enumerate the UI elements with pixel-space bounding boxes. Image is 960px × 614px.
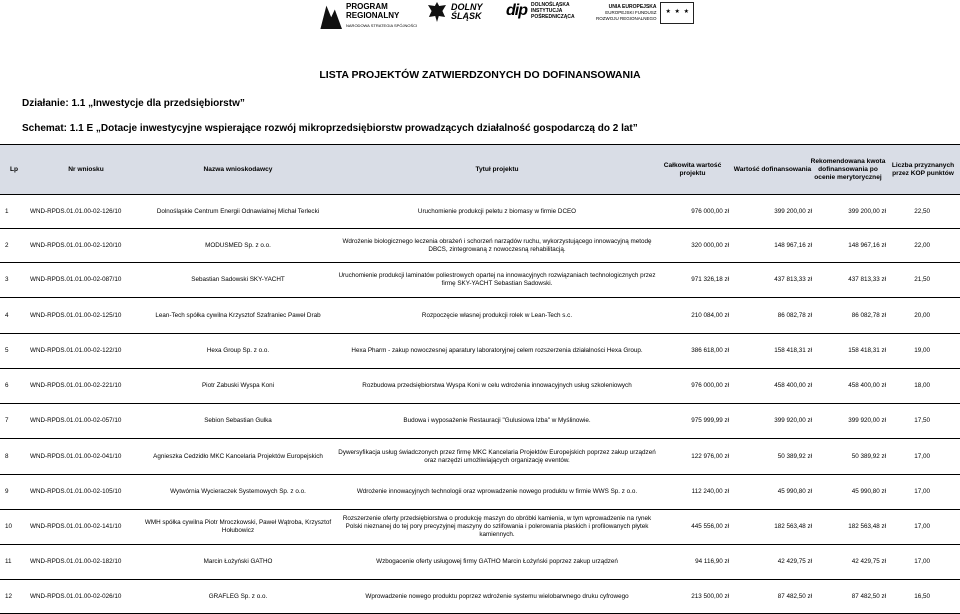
cell-nr: WND-RPDS.01.01.00-02-041/10	[30, 452, 122, 460]
table-row	[0, 439, 960, 475]
cell-kop: 21,50	[914, 276, 930, 283]
page-title: LISTA PROJEKTÓW ZATWIERDZONYCH DO DOFINANSOWANIA	[319, 69, 641, 81]
cell-nr: WND-RPDS.01.01.00-02-120/10	[30, 241, 122, 249]
cell-name: WMH spółka cywilna Piotr Mroczkowski, Paweł Wątroba, Krzysztof Hołubowicz	[144, 519, 332, 534]
eu-flag-icon	[660, 2, 694, 24]
cell-total: 386 618,00 zł	[691, 347, 729, 354]
logo-text: EUROPEJSKI FUNDUSZ	[605, 10, 657, 16]
header-title: Tytuł projektu	[475, 165, 519, 173]
cell-title: Wzbogacenie oferty usługowej firmy GATHO Marcin Łożyński poprzez zakup urządzeń	[376, 558, 618, 565]
cell-recommended: 158 418,31 zł	[848, 347, 886, 354]
cell-funding: 42 429,75 zł	[777, 558, 812, 565]
program-regionalny-logo	[318, 2, 417, 30]
cell-kop: 22,50	[914, 207, 930, 215]
logos-strip	[0, 0, 960, 34]
program-regionalny-mark-icon	[318, 3, 342, 29]
table-row	[0, 195, 960, 229]
logo-text: NARODOWA STRATEGIA SPÓJNOŚCI	[346, 23, 418, 28]
cell-total: 320 000,00 zł	[691, 241, 729, 249]
cell-title: Wprowadzenie nowego produktu poprzez wdrożenie systemu wielobarwnego druku cyfrowego	[365, 592, 629, 600]
cell-name: Sebion Sebastian Gulka	[204, 417, 272, 424]
cell-nr: WND-RPDS.01.01.00-02-057/10	[30, 417, 122, 424]
cell-nr: WND-RPDS.01.01.00-02-125/10	[30, 311, 122, 319]
cell-total: 94 116,90 zł	[695, 558, 729, 565]
cell-nr: WND-RPDS.01.01.00-02-141/10	[30, 523, 122, 530]
logo-text: DOLNOŚLĄSKA	[531, 2, 570, 8]
cell-lp: 2	[5, 241, 9, 249]
cell-lp: 1	[5, 207, 9, 215]
cell-recommended: 87 482,50 zł	[851, 592, 886, 600]
action-heading: Działanie: 1.1 „Inwestycje dla przedsiębiorstw”	[22, 98, 245, 109]
table-row	[0, 229, 960, 263]
logo-text: ROZWOJU REGIONALNEGO	[596, 15, 657, 21]
cell-title: Rozpoczęcie własnej produkcji rolek w Lean-Tech s.c.	[421, 311, 573, 319]
cell-funding: 158 418,31 zł	[774, 347, 812, 354]
cell-funding: 87 482,50 zł	[777, 592, 812, 600]
logo-text: POŚREDNICZĄCA	[531, 14, 575, 20]
cell-title: Dywersyfikacja usług świadczonych przez firmę MKC Kancelaria Projektów Europejskich poprzez zakup urządzeń oraz narzędzi umożliwiających organizację eventów.	[338, 448, 656, 464]
cell-kop: 17,00	[914, 558, 930, 565]
cell-name: Piotr Zabuski Wyspa Koni	[201, 382, 275, 389]
dip-logo	[506, 2, 575, 20]
cell-funding: 399 200,00 zł	[774, 207, 812, 215]
header-lp: Lp	[9, 165, 19, 173]
cell-nr: WND-RPDS.01.01.00-02-122/10	[30, 347, 122, 354]
cell-funding: 437 813,33 zł	[774, 276, 812, 283]
cell-recommended: 148 967,16 zł	[848, 241, 886, 249]
cell-nr: WND-RPDS.01.01.00-02-221/10	[30, 382, 122, 389]
cell-title: Rozbudowa przedsiębiorstwa Wyspa Koni w celu wdrożenia innowacyjnych usług szkoleniowych	[362, 382, 632, 389]
logo-text: dip	[506, 2, 527, 19]
eagle-icon	[428, 2, 446, 22]
table-header	[0, 145, 960, 195]
cell-kop: 16,50	[914, 592, 930, 600]
cell-funding: 182 563,48 zł	[774, 523, 812, 530]
cell-title: Wdrożenie innowacyjnych technologii oraz wprowadzenie nowego produktu w firmie WWS Sp. z o.o.	[356, 488, 638, 495]
cell-kop: 20,00	[914, 311, 930, 319]
cell-lp: 6	[5, 382, 9, 389]
cell-lp: 4	[5, 311, 9, 319]
header-nr: Nr wniosku	[68, 165, 104, 173]
cell-funding: 86 082,78 zł	[777, 311, 812, 319]
cell-funding: 148 967,16 zł	[774, 241, 812, 249]
cell-total: 213 500,00 zł	[691, 592, 729, 600]
cell-lp: 5	[5, 347, 9, 354]
cell-kop: 18,00	[914, 382, 930, 389]
cell-kop: 17,50	[914, 417, 930, 424]
table-row	[0, 545, 960, 580]
logo-text: DOLNY	[451, 2, 483, 12]
cell-funding: 458 400,00 zł	[774, 382, 812, 389]
header-recommended: Rekomendowana kwota dofinansowania po ocenie merytorycznej	[810, 157, 886, 181]
cell-nr: WND-RPDS.01.01.00-02-105/10	[30, 488, 122, 495]
cell-recommended: 86 082,78 zł	[851, 311, 886, 319]
cell-total: 210 084,00 zł	[691, 311, 729, 319]
cell-recommended: 50 389,92 zł	[851, 452, 886, 460]
logo-text: INSTYTUCJA	[531, 8, 563, 14]
table-row	[0, 298, 960, 334]
cell-name: Sebastian Sadowski SKY-YACHT	[191, 276, 285, 283]
dolny-slask-logo	[428, 2, 483, 22]
cell-name: Wytwórnia Wycieraczek Systemowych Sp. z o.o.	[170, 488, 306, 495]
cell-lp: 7	[5, 417, 9, 424]
cell-total: 112 240,00 zł	[691, 488, 729, 495]
cell-nr: WND-RPDS.01.01.00-02-126/10	[30, 207, 122, 215]
logo-text: ŚLĄSK	[451, 11, 482, 21]
table-row	[0, 369, 960, 404]
cell-lp: 3	[5, 276, 9, 283]
header-funding: Wartość dofinansowania	[733, 165, 812, 173]
cell-total: 445 556,00 zł	[691, 523, 729, 530]
table-row	[0, 404, 960, 439]
cell-total: 976 000,00 zł	[691, 207, 729, 215]
cell-nr: WND-RPDS.01.01.00-02-026/10	[30, 592, 122, 600]
cell-kop: 19,00	[914, 347, 930, 354]
cell-recommended: 45 990,80 zł	[851, 488, 886, 495]
cell-name: GRAFLEG Sp. z o.o.	[208, 592, 268, 600]
cell-total: 975 999,99 zł	[691, 417, 729, 424]
logo-text: PROGRAM	[346, 2, 388, 11]
cell-nr: WND-RPDS.01.01.00-02-182/10	[30, 558, 122, 565]
logo-text: REGIONALNY	[346, 11, 400, 20]
cell-total: 971 326,18 zł	[691, 276, 729, 283]
cell-name: Hexa Group Sp. z o.o.	[206, 347, 270, 354]
cell-kop: 17,00	[914, 488, 930, 495]
cell-recommended: 399 920,00 zł	[848, 417, 886, 424]
header-kop: Liczba przyznanych przez KOP punktów	[891, 161, 955, 177]
cell-kop: 17,00	[914, 523, 930, 530]
cell-recommended: 458 400,00 zł	[848, 382, 886, 389]
cell-name: Dolnośląskie Centrum Energii Odnawialnej Michał Terlecki	[156, 207, 320, 215]
cell-funding: 399 920,00 zł	[774, 417, 812, 424]
cell-funding: 50 389,92 zł	[777, 452, 812, 460]
cell-funding: 45 990,80 zł	[777, 488, 812, 495]
cell-title: Hexa Pharm - zakup nowoczesnej aparatury laboratoryjnej celem rozszerzenia działalności Hexa Group.	[351, 347, 643, 354]
table-row	[0, 475, 960, 510]
cell-recommended: 182 563,48 zł	[848, 523, 886, 530]
cell-recommended: 399 200,00 zł	[848, 207, 886, 215]
cell-lp: 11	[5, 558, 12, 565]
cell-lp: 12	[5, 592, 13, 600]
cell-lp: 9	[5, 488, 9, 495]
cell-recommended: 42 429,75 zł	[851, 558, 886, 565]
cell-recommended: 437 813,33 zł	[848, 276, 886, 283]
eu-logo	[596, 2, 694, 24]
cell-lp: 8	[5, 452, 9, 460]
cell-total: 976 000,00 zł	[691, 382, 729, 389]
scheme-heading: Schemat: 1.1 E „Dotacje inwestycyjne wspierające rozwój mikroprzedsiębiorstw prowadzących działalność gospodarczą do 2 lat”	[22, 123, 638, 134]
cell-lp: 10	[5, 523, 13, 530]
logo-text: UNIA EUROPEJSKA	[608, 3, 657, 10]
cell-title: Uruchomienie produkcji peletu z biomasy w firmie DCEO	[417, 207, 577, 215]
cell-title: Budowa i wyposażenie Restauracji "Gulusiowa Izba" w Myślinowie.	[403, 417, 591, 424]
table-row	[0, 263, 960, 298]
cell-name: Agnieszka Cedzidło MKC Kancelaria Projektów Europejskich	[153, 452, 323, 460]
cell-kop: 22,00	[914, 241, 930, 249]
cell-kop: 17,00	[914, 452, 930, 460]
table-row	[0, 510, 960, 545]
cell-name: Marcin Łożyński GATHO	[203, 558, 273, 565]
cell-title: Wdrożenie biologicznego leczenia obrażeń i schorzeń narządów ruchu, wykorzystującego innowacyjną metodę DBCS, zintegrowaną z nowoczesną rehabilitacją.	[342, 237, 652, 253]
cell-title: Uruchomienie produkcji laminatów poliestrowych opartej na innowacyjnych rozwiązaniach technologicznych przez firmę SKY-YACHT Sebastian Sadowski.	[338, 272, 656, 287]
header-name: Nazwa wnioskodawcy	[203, 165, 273, 173]
cell-title: Rozszerzenie oferty przedsiębiorstwa o produkcję maszyn do obróbki kamienia, w tym wprowadzenie na rynek Polski nieznanej do tej pory precyzyjnej maszyny do szlifowania i polerowania płaskich i profilowanych płytek kamiennych.	[342, 515, 652, 538]
table-row	[0, 580, 960, 614]
cell-name: MODUSMED Sp. z o.o.	[205, 241, 271, 249]
cell-nr: WND-RPDS.01.01.00-02-087/10	[30, 276, 122, 283]
header-total: Całkowita wartość projektu	[663, 161, 722, 177]
cell-total: 122 976,00 zł	[691, 452, 729, 460]
table-row	[0, 334, 960, 369]
projects-table	[0, 144, 960, 614]
cell-name: Lean-Tech spółka cywilna Krzysztof Szafraniec Paweł Drab	[155, 311, 321, 319]
